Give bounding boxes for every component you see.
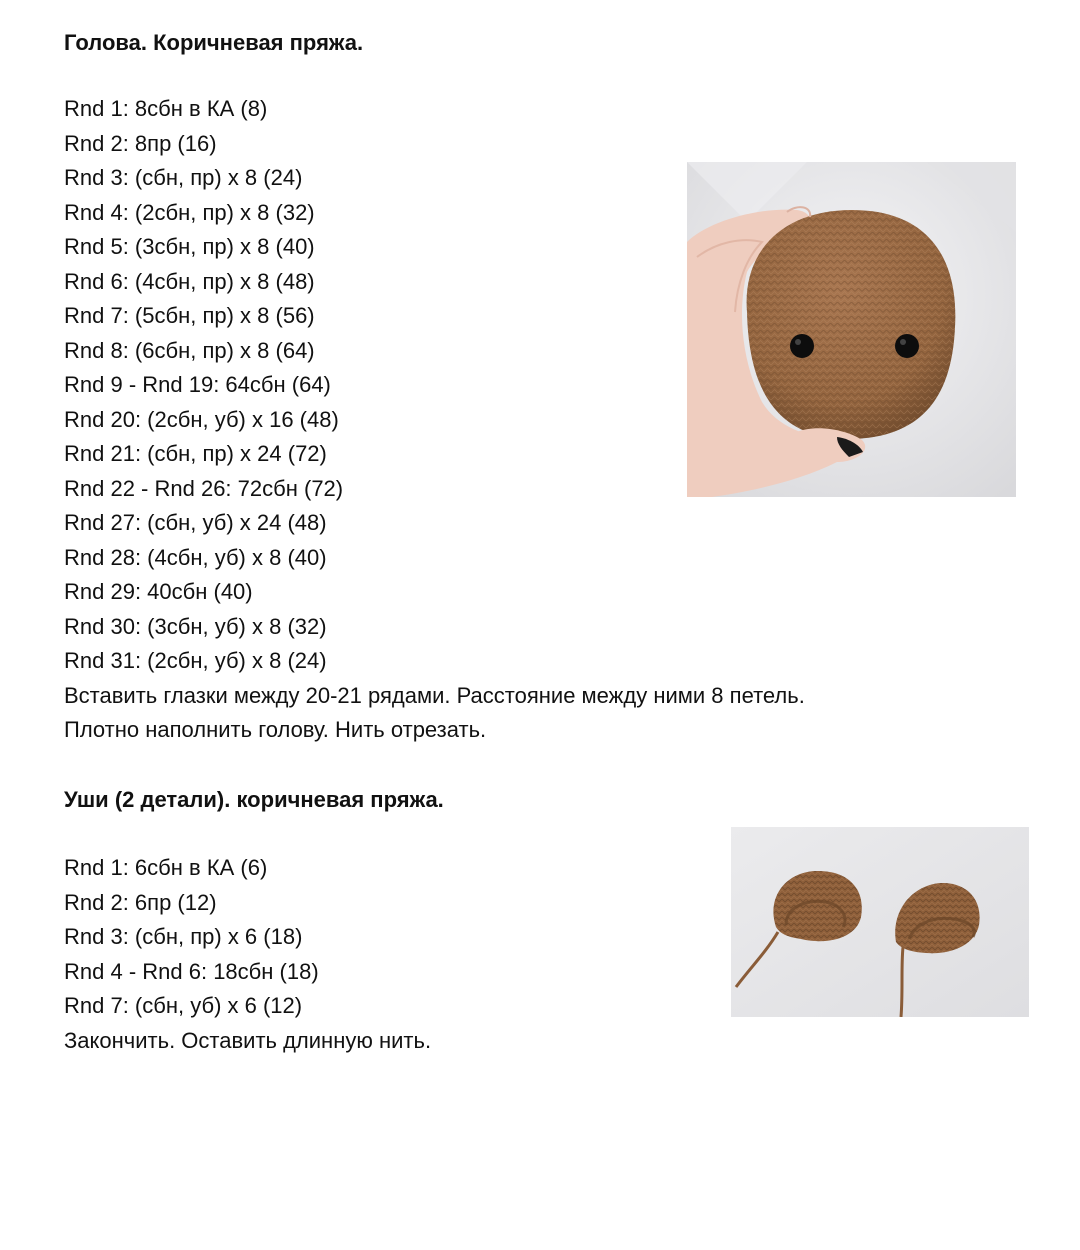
- head-section-title: Голова. Коричневая пряжа.: [64, 30, 364, 55]
- pattern-row: Rnd 3: (сбн, пр) х 6 (18): [64, 924, 303, 949]
- pattern-row: Rnd 6: (4сбн, пр) х 8 (48): [64, 268, 315, 294]
- pattern-row: Rnd 22 - Rnd 26: 72сбн (72): [64, 475, 344, 501]
- pattern-row: Rnd 31: (2сбн, уб) х 8 (24): [64, 648, 327, 673]
- pattern-row: Rnd 7: (5сбн, пр) х 8 (56): [64, 303, 315, 328]
- eye: [790, 334, 814, 358]
- ears-section-title: Уши (2 детали). коричневая пряжа.: [64, 787, 444, 812]
- pattern-row: Rnd 29: 40сбн (40): [64, 579, 253, 604]
- eye: [895, 334, 919, 358]
- pattern-row: Rnd 30: (3сбн, уб) х 8 (32): [64, 613, 327, 639]
- pattern-row: Rnd 20: (2сбн, уб) х 16 (48): [64, 406, 339, 432]
- pattern-row: Rnd 27: (сбн, уб) х 24 (48): [64, 510, 327, 535]
- pattern-row: Rnd 3: (сбн, пр) х 8 (24): [64, 165, 303, 190]
- instruction-text: Плотно наполнить голову. Нить отрезать.: [64, 717, 487, 742]
- pattern-row: Rnd 21: (сбн, пр) х 24 (72): [64, 441, 327, 466]
- ears-pattern-rows: [64, 851, 431, 1058]
- pattern-row: Rnd 2: 6пр (12): [64, 889, 217, 915]
- instruction-text: Вставить глазки между 20-21 рядами. Расстояние между ними 8 петель.: [64, 682, 805, 708]
- pattern-row: Rnd 1: 6сбн в КА (6): [64, 855, 268, 880]
- pattern-row: Rnd 9 - Rnd 19: 64сбн (64): [64, 372, 331, 397]
- pattern-row: Rnd 4: (2сбн, пр) х 8 (32): [64, 199, 315, 225]
- pattern-row: Rnd 2: 8пр (16): [64, 130, 217, 156]
- pattern-row: Rnd 7: (сбн, уб) х 6 (12): [64, 993, 303, 1018]
- pattern-row: Rnd 28: (4сбн, уб) х 8 (40): [64, 544, 327, 570]
- pattern-row: Rnd 1: 8сбн в КА (8): [64, 96, 268, 121]
- crochet-head-photo: [687, 162, 1016, 497]
- crochet-ears-photo: [731, 827, 1029, 1017]
- pattern-row: Rnd 8: (6сбн, пр) х 8 (64): [64, 337, 315, 363]
- pattern-row: Rnd 5: (3сбн, пр) х 8 (40): [64, 234, 315, 259]
- pattern-row: Rnd 4 - Rnd 6: 18сбн (18): [64, 958, 319, 984]
- instruction-text: Закончить. Оставить длинную нить.: [64, 1027, 432, 1053]
